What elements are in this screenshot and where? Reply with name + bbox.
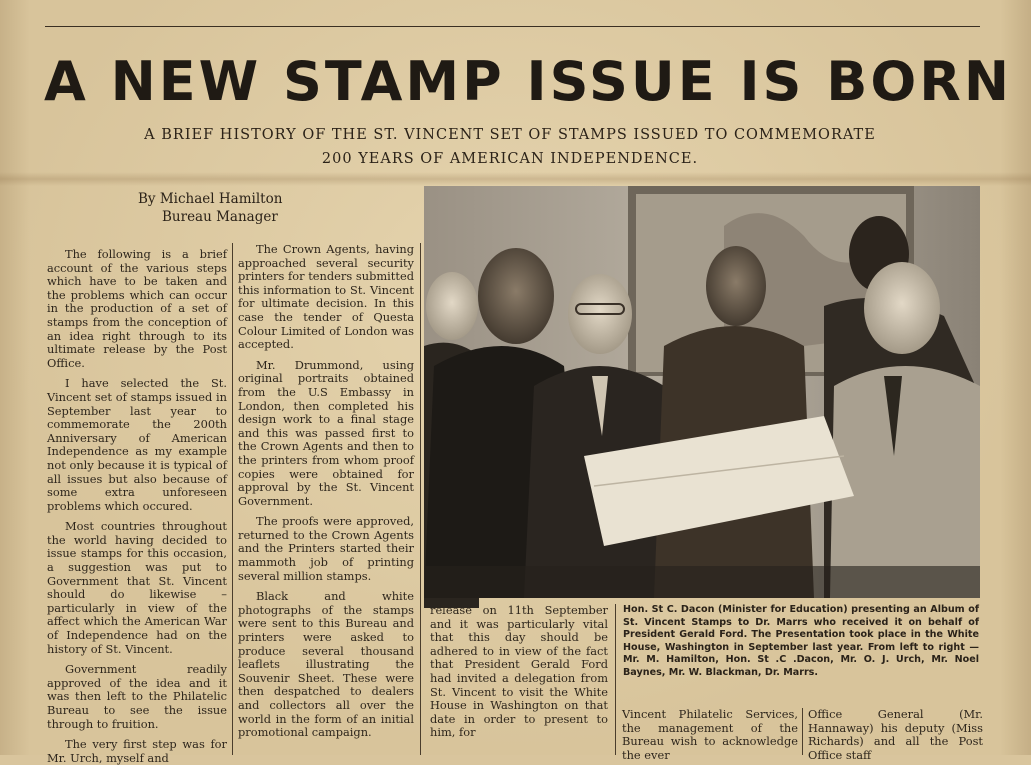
column-rule [802, 708, 803, 755]
paragraph: Vincent Philatelic Services, the management of the Bureau wish to acknowledge the ever [622, 707, 798, 762]
article-column-4 [622, 707, 798, 762]
paragraph: The following is a brief account of the various steps which have to be taken and the problems which can occur in the production of a set of stamps from the conception of an idea right through to its ultimate release by the Post Office. [47, 247, 227, 370]
top-rule [45, 26, 980, 27]
paragraph: The proofs were approved, returned to the Crown Agents and the Printers started their mammoth job of printing several million stamps. [238, 514, 414, 583]
paragraph: Black and white photographs of the stamps were sent to this Bureau and printers were asked to produce several thousand leaflets illustrating the Souvenir Sheet. These were then despatched to dealers and collectors all over the world in the form of an initial promotional campaign. [238, 589, 414, 740]
subheadline-line-1: A BRIEF HISTORY OF THE ST. VINCENT SET OF STAMPS ISSUED TO COMMEMORATE [144, 127, 876, 143]
subheadline-line-2: 200 YEARS OF AMERICAN INDEPENDENCE. [321, 151, 699, 167]
presentation-photo [424, 186, 980, 598]
headline: A NEW STAMP ISSUE IS BORN [44, 50, 1013, 113]
author-name: By Michael Hamilton [138, 191, 283, 207]
subheadline [100, 123, 920, 171]
author-title: Bureau Manager [162, 209, 278, 225]
column-rule [232, 243, 233, 755]
paper-fold [0, 172, 1031, 186]
paragraph: release on 11th September and it was particularly vital that this day should be adhered to in view of the fact that President Gerald Ford had invited a delegation from St. Vincent to visit the White House in Washington on that date in order to present to him, for [430, 603, 608, 740]
photo-illustration [424, 186, 980, 598]
column-rule [615, 604, 616, 755]
paragraph: The very first step was for Mr. Urch, myself and [47, 737, 227, 765]
paragraph: The Crown Agents, having approached several security printers for tenders submitted this information to St. Vincent for ultimate decision. In this case the tender of Questa Colour Limited of London was accepted. [238, 242, 414, 352]
paragraph: Office General (Mr. Hannaway) his deputy (Miss Richards) and all the Post Office staff [808, 707, 983, 762]
article-column-2 [238, 243, 414, 755]
paragraph: Mr. Drummond, using original portraits obtained from the U.S Embassy in London, then completed his design work to a final stage and this was passed first to the Crown Agents and then to the printers from whom proof copies were obtained for approval by the St. Vincent Government. [238, 357, 414, 508]
paragraph: Most countries throughout the world having decided to issue stamps for this occasion, a suggestion was put to Government that St. Vincent should do likewise – particularly in view of the affect which the American War of Independence had on the history of St. Vincent. [47, 519, 227, 656]
byline [138, 190, 282, 226]
article-column-5 [808, 707, 983, 762]
photo-caption: Hon. St C. Dacon (Minister for Education) presenting an Album of St. Vincent Stamps to Dr. Marrs who received it on behalf of President Gerald Ford. The Presentation took place in the White House, Washington in September last year. From left to right — Mr. M. Hamilton, Hon. St .C .Dacon, Mr. O. J. Urch, Mr. Noel Baynes, Mr. W. Blackman, Dr. Marrs. [623, 604, 979, 678]
paragraph: I have selected the St. Vincent set of stamps issued in September last year to commemorate the 200th Anniversary of American Independence as my example not only because it is typical of all issues but also because of some extra unforeseen problems which occured. [47, 376, 227, 513]
paragraph: Government readily approved of the idea and it was then left to the Philatelic Bureau to see the issue through to fruition. [47, 662, 227, 731]
article-column-3 [430, 604, 608, 755]
column-rule [420, 243, 421, 755]
article-column-1 [47, 247, 227, 765]
